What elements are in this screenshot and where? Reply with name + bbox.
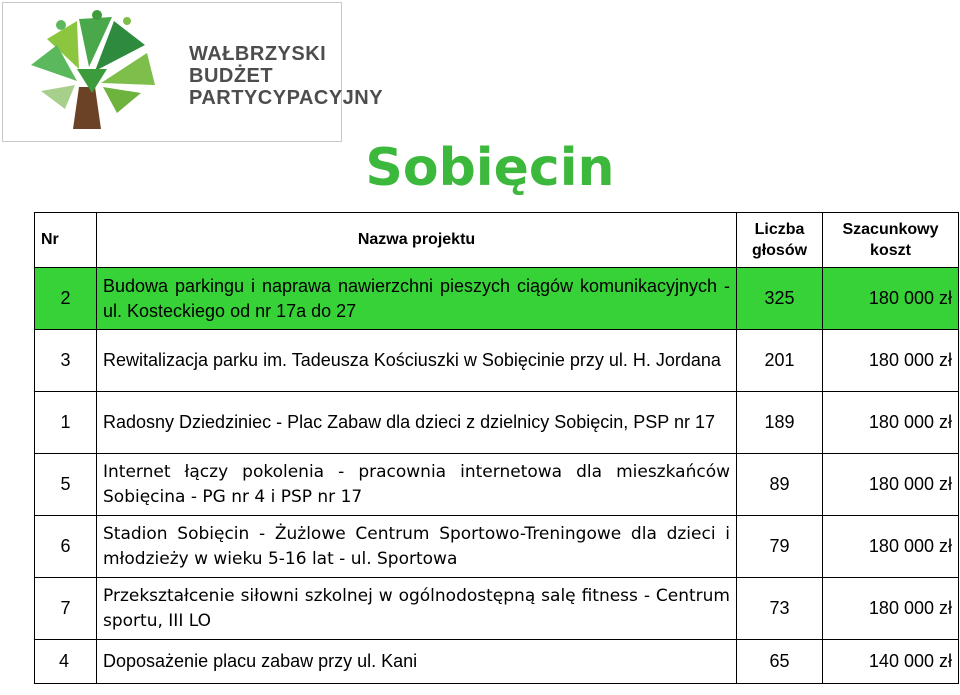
logo [2,2,384,142]
header-cost-line2: koszt [870,242,911,259]
logo-line-1: WAŁBRZYSKI [189,43,327,65]
row-nr: 1 [35,392,97,454]
table-row [35,392,959,454]
row-votes: 201 [737,330,823,392]
row-votes: 189 [737,392,823,454]
row-name: Internet łączy pokolenia - pracownia internetowa dla mieszkańców Sobięcina - PG nr 4 i PSP nr 17 [97,454,737,516]
header-votes-line2: głosów [751,242,808,259]
row-cost: 180 000 zł [823,454,959,516]
row-cost: 180 000 zł [823,330,959,392]
row-name: Stadion Sobięcin - Żużlowe Centrum Sportowo-Treningowe dla dzieci i młodzieży w wieku 5-16 lat - ul. Sportowa [97,516,737,578]
row-name: Przekształcenie siłowni szkolnej w ogólnodostępną salę fitness - Centrum sportu, III LO [97,578,737,640]
header-nr: Nr [35,213,97,268]
header-cost [823,213,959,268]
tree-logo-icon [17,9,167,137]
row-cost: 180 000 zł [823,392,959,454]
row-nr: 4 [35,640,97,684]
row-nr: 2 [35,268,97,330]
row-votes: 89 [737,454,823,516]
row-name: Radosny Dziedziniec - Plac Zabaw dla dzieci z dzielnicy Sobięcin, PSP nr 17 [97,392,737,454]
header-votes-line1: Liczba [754,221,805,238]
table-header-row [35,213,959,268]
page-title: Sobięcin [365,138,615,198]
row-name: Rewitalizacja parku im. Tadeusza Kościuszki w Sobięcinie przy ul. H. Jordana [97,330,737,392]
logo-line-2: BUDŻET [189,65,274,87]
row-votes: 73 [737,578,823,640]
table-row [35,268,959,330]
row-cost: 140 000 zł [823,640,959,684]
header-votes [737,213,823,268]
row-votes: 325 [737,268,823,330]
row-cost: 180 000 zł [823,516,959,578]
row-name: Doposażenie placu zabaw przy ul. Kani [97,640,737,684]
row-cost: 180 000 zł [823,268,959,330]
table-row [35,578,959,640]
row-nr: 5 [35,454,97,516]
header-cost-line1: Szacunkowy [842,221,939,238]
row-name: Budowa parkingu i naprawa nawierzchni pieszych ciągów komunikacyjnych - ul. Kosteckiego od nr 17a do 27 [97,268,737,330]
row-cost: 180 000 zł [823,578,959,640]
row-nr: 3 [35,330,97,392]
row-nr: 7 [35,578,97,640]
row-votes: 79 [737,516,823,578]
logo-text [189,43,383,109]
table-row [35,330,959,392]
row-votes: 65 [737,640,823,684]
table-row [35,640,959,684]
logo-line-3: PARTYCYPACYJNY [189,87,384,109]
table-row [35,516,959,578]
projects-table [34,212,959,684]
row-nr: 6 [35,516,97,578]
header-name: Nazwa projektu [97,213,737,268]
table-row [35,454,959,516]
